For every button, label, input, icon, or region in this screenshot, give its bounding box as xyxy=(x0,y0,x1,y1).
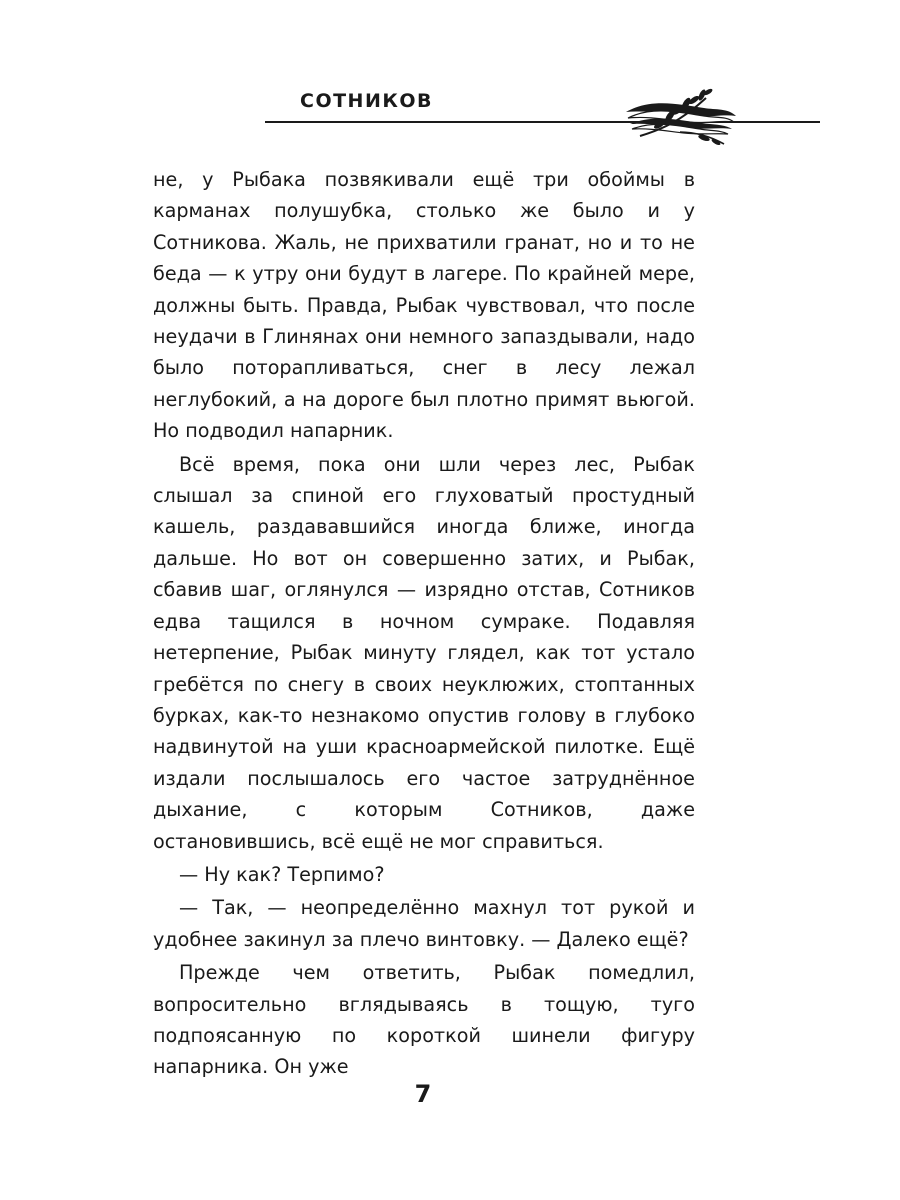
paragraph: не, у Рыбака позвякивали ещё три обоймы в карманах полушубка, столько же было и у Сотникова. Жаль, не прихватили гранат, но и то не беда — к утру они будут в лагере. По крайней мере, должны быть. Правда, Рыбак чувствовал, что после неудачи в Глинянах они немного запаздывали, надо было поторапливаться, снег в лесу лежал неглубокий, а на дороге был плотно примят вьюгой. Но подводил напарник. xyxy=(153,168,695,443)
paragraph: Прежде чем ответить, Рыбак помедлил, вопросительно вглядываясь в тощую, туго подпоясанную по короткой шинели фигуру напарника. Он уже xyxy=(153,961,695,1079)
page-number: 7 xyxy=(414,1080,432,1108)
laurel-ribbon-icon xyxy=(620,86,740,148)
running-title: СОТНИКОВ xyxy=(300,90,434,112)
dialogue-line: — Так, — неопределённо махнул тот рукой и удобнее закинул за плечо винтовку. — Далеко ещё? xyxy=(153,896,695,951)
body-text xyxy=(153,164,695,1083)
paragraph: Всё время, пока они шли через лес, Рыбак слышал за спиной его глуховатый простудный кашель, раздававшийся иногда ближе, иногда дальше. Но вот он совершенно затих, и Рыбак, сбавив шаг, оглянулся — изрядно отстав, Сотников едва тащился в ночном сумраке. Подавляя нетерпение, Рыбак минуту глядел, как тот устало гребётся по снегу в своих неуклюжих, стоптанных бурках, как-то незнакомо опустив голову в глубоко надвинутой на уши красноармейской пилотке. Ещё издали послышалось его частое затруднённое дыхание, с которым Сотников, даже остановившись, всё ещё не мог справиться. xyxy=(153,452,695,853)
dialogue-line: — Ну как? Терпимо? xyxy=(179,862,385,886)
